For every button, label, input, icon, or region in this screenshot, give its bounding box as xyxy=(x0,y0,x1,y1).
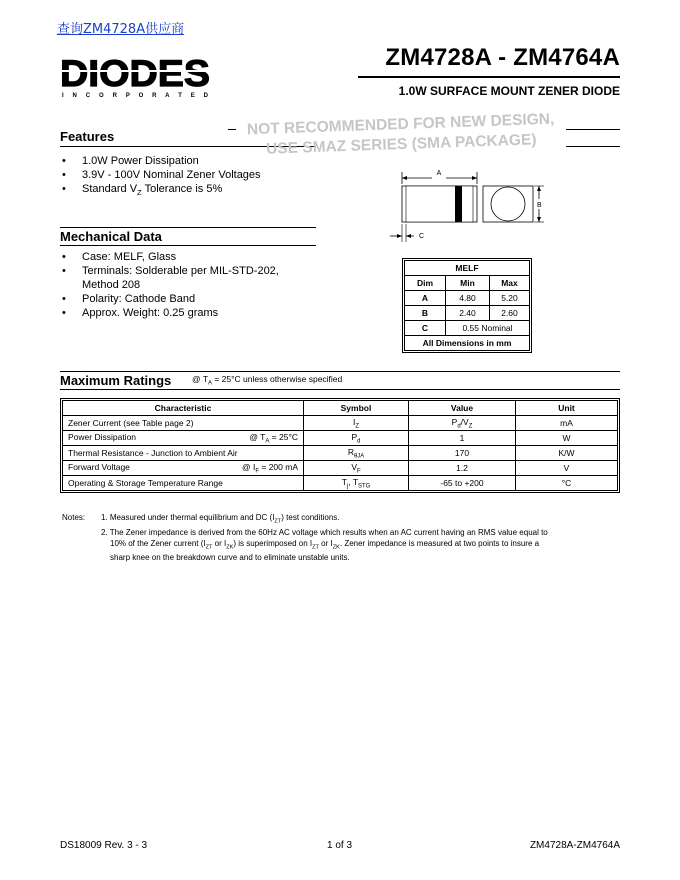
mechanical-top-rule xyxy=(60,227,316,228)
ratings-header: Unit xyxy=(516,401,618,416)
features-top-rule-right xyxy=(566,129,620,130)
mechanical-list xyxy=(62,250,279,320)
diodes-logo xyxy=(60,58,212,98)
dim-table-header: Min xyxy=(446,276,490,291)
not-recommended-watermark: NOT RECOMMENDED FOR NEW DESIGN, USE SMAZ SERIES (SMA PACKAGE) xyxy=(246,110,555,158)
ratings-header: Characteristic xyxy=(63,401,304,416)
page-subtitle: 1.0W SURFACE MOUNT ZENER DIODE xyxy=(398,84,620,98)
dim-a-label: A xyxy=(436,170,442,177)
dim-table-title: MELF xyxy=(405,261,530,276)
features-rule-right xyxy=(566,146,620,147)
dim-table-footer: All Dimensions in mm xyxy=(405,336,530,351)
supplier-query-link[interactable]: 查询ZM4728A供应商 xyxy=(57,22,185,37)
footer-page-number: 1 of 3 xyxy=(327,840,353,851)
mechanical-rule xyxy=(60,245,316,246)
footer-part-range: ZM4728A-ZM4764A xyxy=(529,840,620,851)
list-item: • Polarity: Cathode Band xyxy=(62,292,279,306)
table-row: A 4.80 5.20 xyxy=(405,291,530,306)
page-title: ZM4728A - ZM4764A xyxy=(385,44,620,71)
notes-label: Notes: xyxy=(62,513,86,522)
ratings-header: Value xyxy=(409,401,516,416)
list-item: • 1.0W Power Dissipation xyxy=(62,154,261,168)
list-item: • Case: MELF, Glass xyxy=(62,250,279,264)
ratings-rule xyxy=(60,389,620,390)
note-1: 1. Measured under thermal equilibrium and DC $(I_{ZT})$ test conditions. xyxy=(101,513,340,525)
logo-tagline: I N C O R P O R A T E D xyxy=(62,93,209,98)
dim-c-label: C xyxy=(419,233,425,240)
dim-table-header: Max xyxy=(490,276,530,291)
melf-package-diagram xyxy=(386,164,556,244)
note-2: 2. The Zener impedance is derived from the 60Hz AC voltage which results when an AC current having an RMS value equal to xyxy=(101,528,548,538)
table-row: Operating & Storage Temperature Range $T_j$, $T_{STG}$ -65 to +200 °C xyxy=(63,476,618,491)
dim-table-header: Dim xyxy=(405,276,446,291)
table-row: Forward Voltage @ $I_F = 200$ mA $V_F$ 1.2 V xyxy=(63,461,618,476)
features-heading: Features xyxy=(60,129,115,144)
dimension-table xyxy=(402,258,532,353)
ratings-table xyxy=(60,398,620,493)
logo-word: DIODES xyxy=(60,58,210,94)
table-row: Thermal Resistance - Junction to Ambient Air $R_{\theta JA}$ 170 K/W xyxy=(63,446,618,461)
features-list xyxy=(62,154,261,200)
ratings-heading: Maximum Ratings xyxy=(60,373,172,388)
table-row: Power Dissipation @ $T_A = 25^\circ C$ $P_d$ 1 W xyxy=(63,431,618,446)
dim-b-label: B xyxy=(537,202,542,209)
table-row: C 0.55 Nominal xyxy=(405,321,530,336)
table-row: Zener Current (see Table page 2) $I_Z$ $P_d/V_Z$ mA xyxy=(63,416,618,431)
list-item: • Approx. Weight: 0.25 grams xyxy=(62,306,279,320)
ratings-condition: @ $T_A = 25^\circ C$ unless otherwise specified xyxy=(192,374,343,387)
ratings-header: Symbol xyxy=(304,401,409,416)
list-item: • Standard $V_Z$ Tolerance is 5% xyxy=(62,182,261,200)
list-item: • Terminals: Solderable per MIL-STD-202, Method 208 xyxy=(62,264,279,292)
ratings-top-rule xyxy=(60,371,620,372)
table-row: B 2.40 2.60 xyxy=(405,306,530,321)
list-item: • 3.9V - 100V Nominal Zener Voltages xyxy=(62,168,261,182)
mechanical-heading: Mechanical Data xyxy=(60,229,162,244)
title-rule xyxy=(358,76,620,78)
footer-doc-id: DS18009 Rev. 3 - 3 xyxy=(60,840,148,851)
